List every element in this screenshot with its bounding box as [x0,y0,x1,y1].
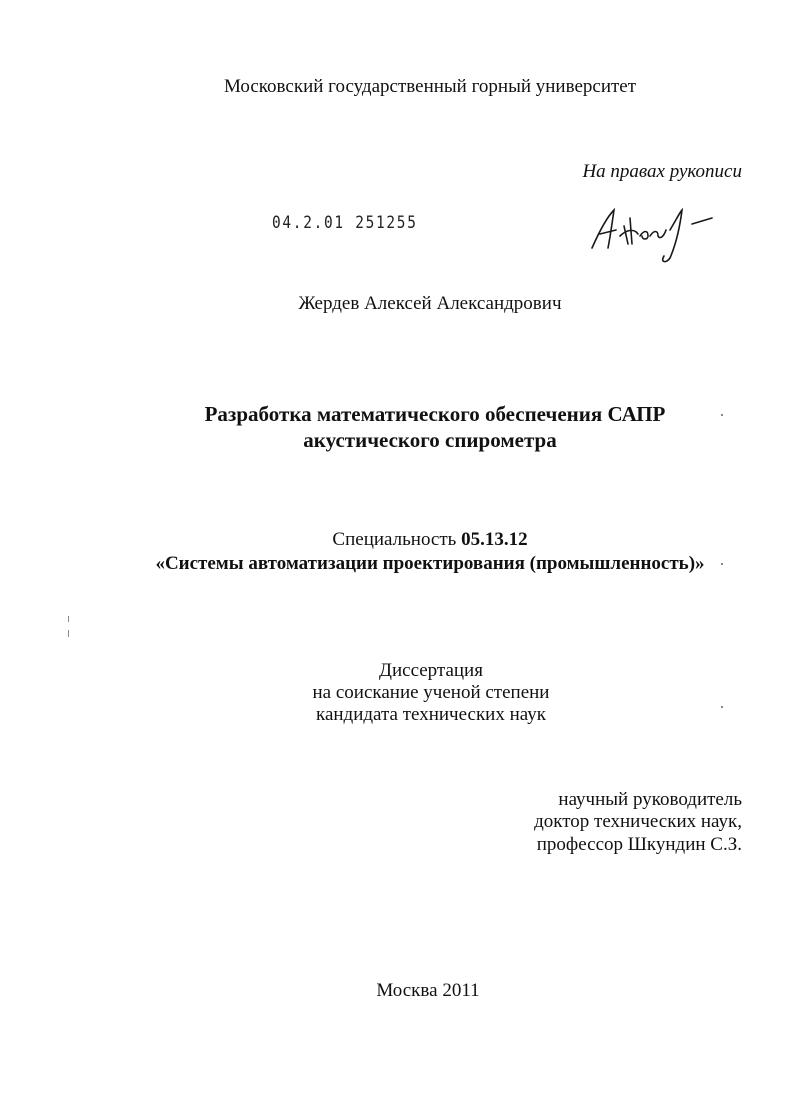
manuscript-rights-label: На правах рукописи [582,161,742,182]
dissertation-label: Диссертация [379,660,483,681]
author-name: Жердев Алексей Александрович [298,293,562,314]
university-name: Московский государственный горный университет [223,76,637,97]
scan-speck [68,630,69,637]
specialty-prefix: Специальность [332,529,457,550]
supervisor-role: научный руководитель [558,789,742,810]
registration-stamp: 04.2.01 251255 [272,213,418,233]
specialty-name: «Системы автоматизации проектирования (промышленность)» [155,553,705,574]
scan-speck [721,706,723,708]
supervisor-degree: доктор технических наук, [534,811,742,832]
degree-name: кандидата технических наук [316,704,546,725]
scan-speck [721,414,723,416]
scan-speck [68,616,69,622]
dissertation-title-line-1: Разработка математического обеспечения САПР [204,402,666,426]
dissertation-title-line-2: акустического спирометра [303,428,557,452]
supervisor-name: профессор Шкундин С.З. [536,834,742,855]
city-year: Москва 2011 [376,980,480,1001]
scan-speck [721,563,723,565]
author-signature [586,200,726,270]
degree-purpose: на соискание ученой степени [312,682,550,703]
specialty-code: 05.13.12 [461,529,528,550]
specialty-line [0,528,794,551]
